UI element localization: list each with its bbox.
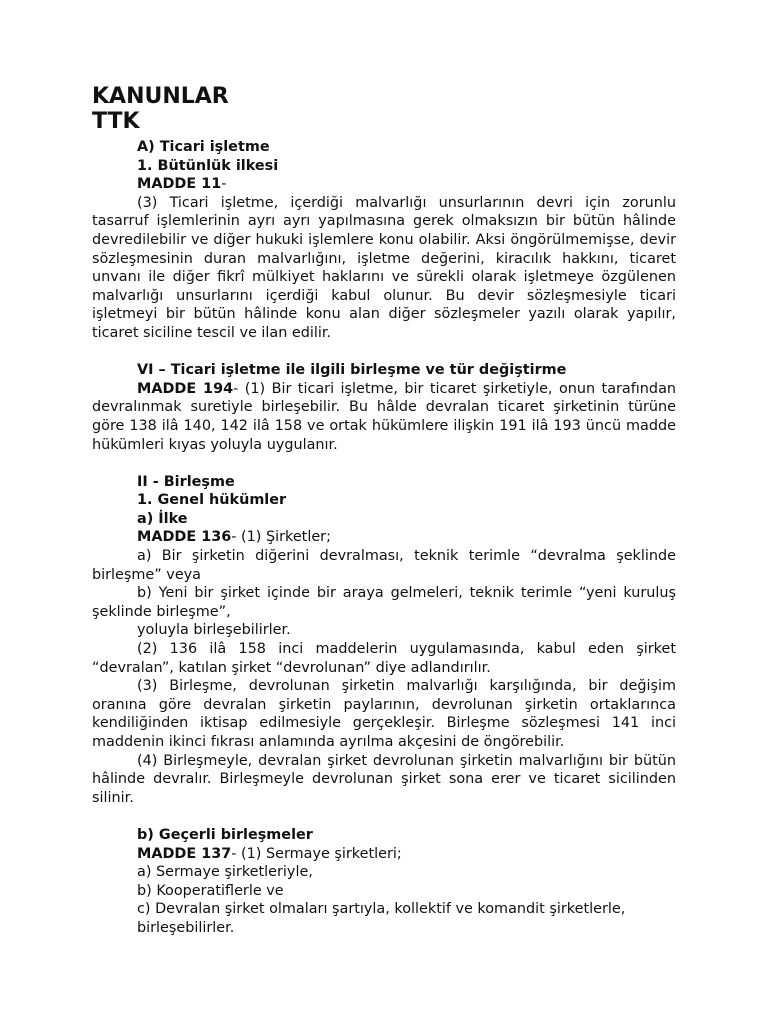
madde-137-text: - (1) Sermaye şirketleri; [231, 845, 402, 862]
madde-136-label: MADDE 136 [137, 529, 232, 546]
madde-11-paragraph-3: (3) Ticari işletme, içerdiği malvarlığı unsurlarının devri için zorunlu tasarruf işlemlerinin ayrı ayrı yapılmasına gerek olmaksızın bir bütün hâlinde devredilebilir ve diğer hukuki işlemlere konu olabilir. Aksi öngörülmemişse, devir sözleşmesinin duran malvarlığını, işletme değerini, kiracılık hakkını, ticaret unvanı ile diğer fikrî mülkiyet haklarını ve sürekli olarak işletmeye özgülenen malvarlığı unsurlarını içerdiği kabul olunur. Bu devir sözleşmesiyle ticari işletmeyi bir bütün hâlinde konu alan diğer sözleşmeler yazılı olarak yapılır, ticaret siciline tescil ve ilan edilir. [92, 194, 676, 341]
madde-11-label: MADDE 11 [137, 176, 222, 193]
document-page [92, 84, 676, 938]
heading-butunluk-ilkesi: 1. Bütünlük ilkesi [137, 157, 279, 174]
title-kanunlar: KANUNLAR [92, 84, 229, 109]
madde-11-line [92, 175, 676, 194]
document-body [92, 138, 676, 938]
madde-137-item-b: b) Kooperatiflerle ve [137, 882, 284, 899]
madde-137-item-c: c) Devralan şirket olmaları şartıyla, kollektif ve komandit şirketlerle, [137, 901, 626, 918]
title-ttk: TTK [92, 109, 140, 134]
madde-136-paragraph-4: (4) Birleşmeyle, devralan şirket devrolunan şirketin malvarlığını bir bütün hâlinde devralır. Birleşmeyle devrolunan şirket sona erer ve ticaret sicilinden silinir. [92, 752, 676, 806]
madde-136-paragraph-3: (3) Birleşme, devrolunan şirketin malvarlığı karşılığında, bir değişim oranına göre devralan şirketin paylarının, devrolunan şirketin ortaklarınca kendiliğinden iktisap edilmesiyle gerçekleşir. Birleşme sözleşmesi 141 inci maddenin ikinci fıkrası anlamında ayrılma akçesini de öngörebilir. [92, 678, 676, 750]
document-title [92, 84, 676, 134]
madde-137-tail: birleşebilirler. [137, 919, 235, 936]
madde-136-line [92, 528, 676, 547]
madde-136-paragraph-2: (2) 136 ilâ 158 inci maddelerin uygulamasında, kabul eden şirket “devralan”, katılan şirket “devrolunan” diye adlandırılır. [92, 641, 676, 676]
madde-136-text: - (1) Şirketler; [231, 529, 331, 546]
madde-11-suffix: - [221, 176, 227, 193]
madde-137-item-a: a) Sermaye şirketleriyle, [137, 864, 313, 881]
heading-genel-hukumler: 1. Genel hükümler [137, 492, 287, 509]
madde-136-item-a: a) Bir şirketin diğerini devralması, teknik terimle “devralma şeklinde birleşme” veya [92, 548, 676, 583]
madde-136-tail: yoluyla birleşebilirler. [137, 622, 291, 639]
heading-birlesme-tur-degistirme: VI – Ticari işletme ile ilgili birleşme ve tür değiştirme [137, 362, 567, 379]
madde-136-item-b: b) Yeni bir şirket içinde bir araya gelmeleri, teknik terimle “yeni kuruluş şeklinde birleşme”, [92, 585, 676, 620]
madde-194-paragraph [92, 380, 676, 454]
madde-194-text: - (1) Bir ticari işletme, bir ticaret şirketiyle, onun tarafından devralınmak suretiyle birleşebilir. Bu hâlde devralan ticaret şirketinin türüne göre 138 ilâ 140, 142 ilâ 158 ve ortak hükümlere ilişkin 191 ilâ 193 üncü madde hükümleri kıyas yoluyla uygulanır. [92, 380, 677, 453]
heading-gecerli-birlesmeler: b) Geçerli birleşmeler [137, 826, 313, 843]
heading-ticari-isletme: A) Ticari işletme [137, 139, 270, 155]
madde-137-label: MADDE 137 [137, 845, 232, 862]
madde-137-line [92, 845, 676, 864]
heading-ilke: a) İlke [137, 510, 188, 527]
heading-birlesme: II - Birleşme [137, 473, 235, 490]
madde-194-label: MADDE 194 [137, 380, 234, 397]
